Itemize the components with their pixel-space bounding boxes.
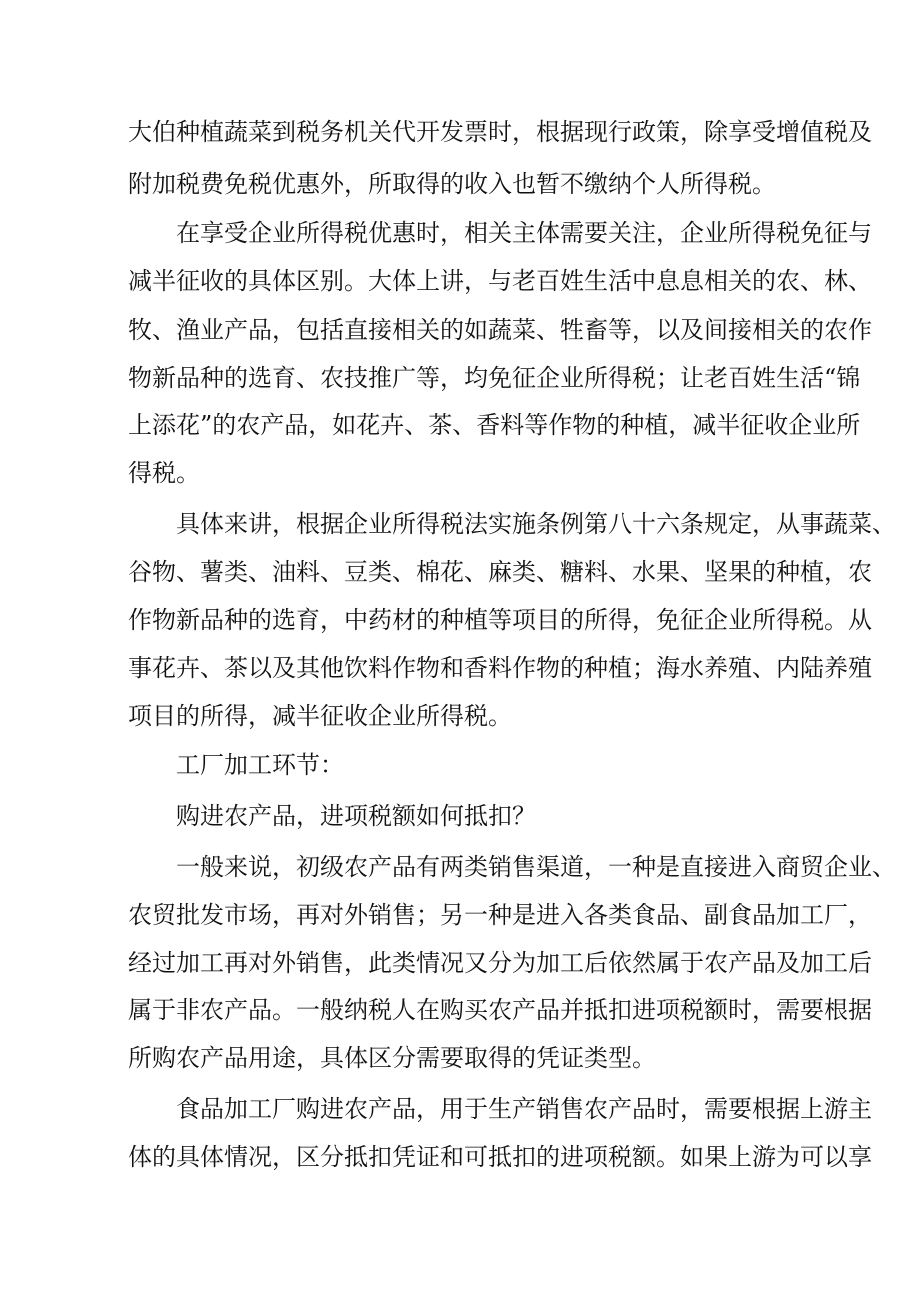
line-text: 工厂加工环节： — [176, 751, 344, 779]
line-text: 谷物、薯类、油料、豆类、棉花、麻类、糖料、水果、坚果的种植，农 — [128, 558, 872, 586]
line-text: 大伯种植蔬菜到税务机关代开发票时，根据现行政策，除享受增值税及 — [128, 118, 872, 146]
line-text: 具体来讲，根据企业所得税法实施条例第八十六条规定，从事蔬菜、 — [176, 510, 896, 538]
line-text: 食品加工厂购进农产品，用于生产销售农产品时，需要根据上游主 — [176, 1095, 872, 1123]
line-text: 得税。 — [128, 459, 200, 487]
line-text: 物新品种的选育、农技推广等，均免征企业所得税；让老百姓生活“锦 — [128, 364, 861, 392]
line-text: 作物新品种的选育，中药材的种植等项目的所得，免征企业所得税。从 — [128, 606, 872, 634]
line-text: 一般来说，初级农产品有两类销售渠道，一种是直接进入商贸企业、 — [176, 853, 896, 881]
line-text: 在享受企业所得税优惠时，相关主体需要关注，企业所得税免征与 — [176, 219, 872, 247]
line-text: 上添花”的农产品，如花卉、茶、香料等作物的种植，减半征收企业所 — [128, 411, 861, 439]
line-text: 属于非农产品。一般纳税人在购买农产品并抵扣进项税额时，需要根据 — [128, 996, 872, 1024]
line-text: 体的具体情况，区分抵扣凭证和可抵扣的进项税额。如果上游为可以享 — [128, 1143, 872, 1171]
line-text: 农贸批发市场，再对外销售；另一种是进入各类食品、副食品加工厂， — [128, 901, 872, 929]
line-text: 减半征收的具体区别。大体上讲，与老百姓生活中息息相关的农、林、 — [128, 267, 872, 295]
line-text: 所购农产品用途，具体区分需要取得的凭证类型。 — [128, 1044, 656, 1072]
line-text: 附加税费免税优惠外，所取得的收入也暂不缴纳个人所得税。 — [128, 170, 776, 198]
line-text: 牧、渔业产品，包括直接相关的如蔬菜、牲畜等，以及间接相关的农作 — [128, 316, 872, 344]
line-text: 购进农产品，进项税额如何抵扣？ — [176, 802, 536, 830]
line-text: 事花卉、茶以及其他饮料作物和香料作物的种植；海水养殖、内陆养殖 — [128, 654, 872, 682]
line-text: 经过加工再对外销售，此类情况又分为加工后依然属于农产品及加工后 — [128, 949, 872, 977]
line-text: 项目的所得，减半征收企业所得税。 — [128, 702, 512, 730]
